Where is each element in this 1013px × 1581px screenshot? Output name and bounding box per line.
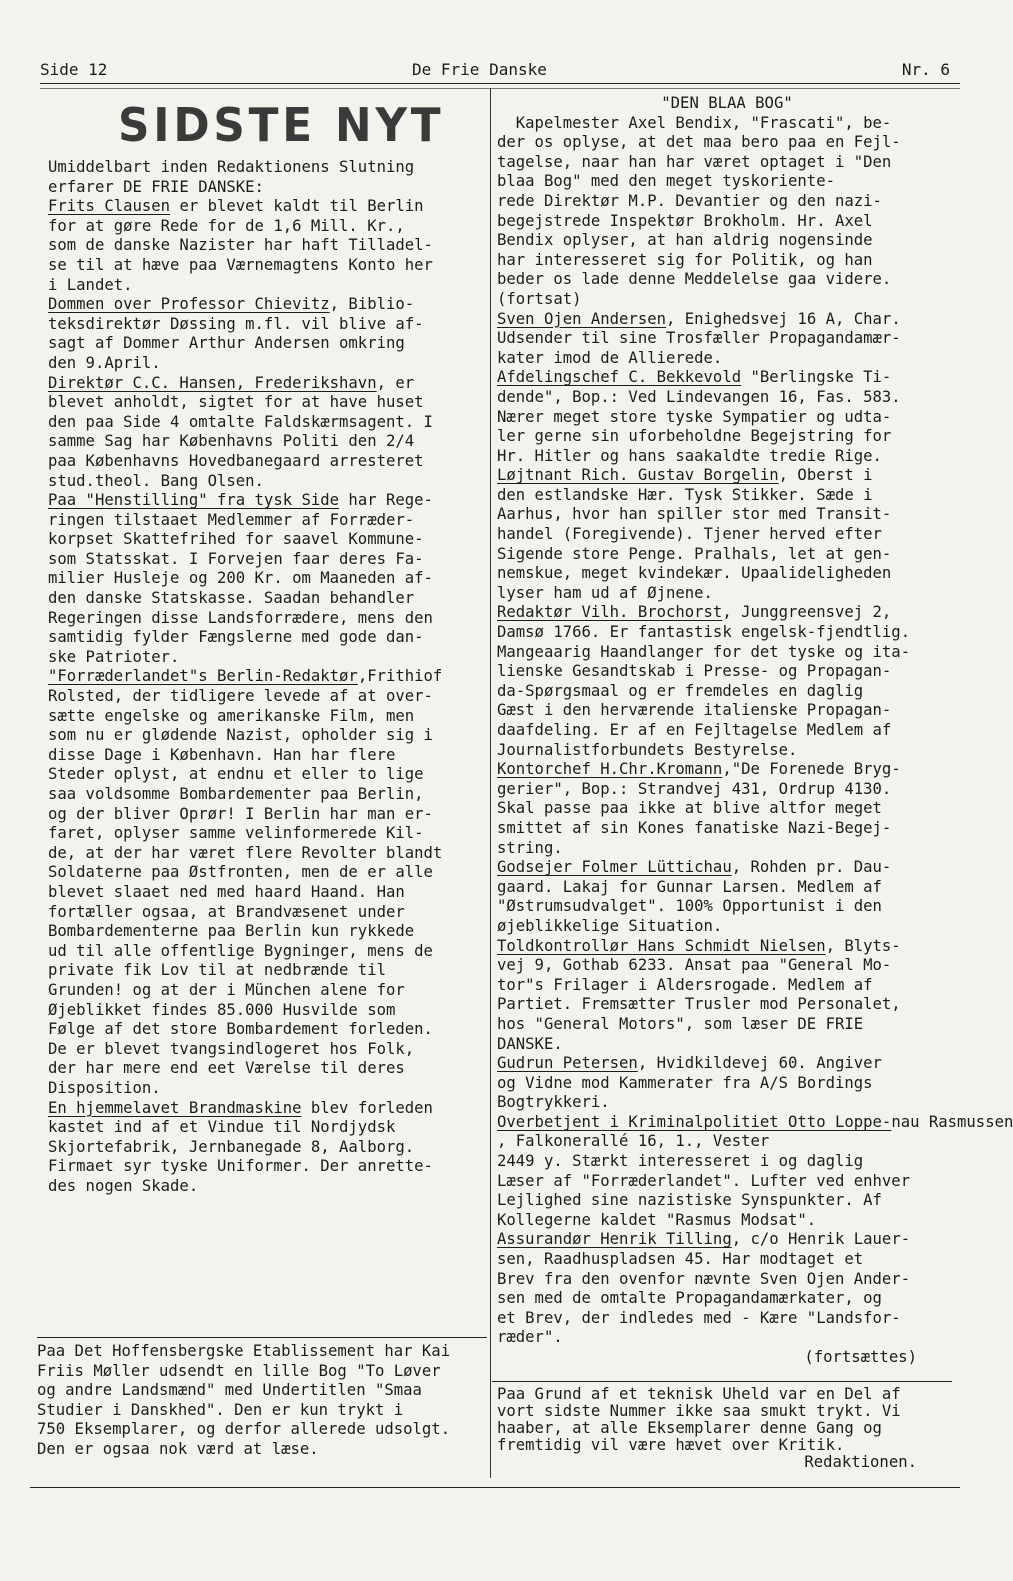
line-text: Paa Grund af et teknisk Uheld var en Del af <box>497 1385 901 1403</box>
line-text: smittet af sin Kones fanatiske Nazi-Begej- <box>497 818 892 837</box>
line-text: sætte engelske og amerikanske Film, men <box>48 706 415 725</box>
entry-line <box>48 334 488 354</box>
line-text: et Brev, der indledes med - Kære "Landsfor- <box>497 1308 901 1327</box>
line-text: der har mere end eet Værelse til deres <box>48 1059 405 1078</box>
underlined-lead: Gudrun Petersen <box>497 1054 638 1073</box>
entry-first-line <box>497 937 957 957</box>
underlined-lead: Toldkontrollør Hans Schmidt Nielsen <box>497 936 826 955</box>
underlined-lead: Dommen over Professor Chievitz <box>48 295 330 314</box>
entry-line <box>48 648 488 668</box>
line-text: øjeblikkelige Situation. <box>497 916 723 935</box>
editor-signature: Redaktionen. <box>804 1453 917 1471</box>
line-text: som de danske Nazister har haft Tilladel- <box>48 236 433 255</box>
line-text: kastet ind af et Vindue til Nordjydsk <box>48 1118 396 1137</box>
line-text: Regeringen disse Landsforrædere, mens den <box>48 608 433 627</box>
line-text: lienske Gesandtskab i Presse- og Propagan- <box>497 662 892 681</box>
line-text: (fortsat) <box>497 289 582 308</box>
entry-line <box>497 505 957 525</box>
line-text: har interesseret sig for Politik, og han <box>497 250 873 269</box>
line-text: Partiet. Fremsætter Trusler mod Personalet, <box>497 995 901 1014</box>
line-text: som Statsskat. I Forvejen faar deres Fa- <box>48 549 424 568</box>
entry-line <box>48 1040 488 1060</box>
entry-line <box>48 530 488 550</box>
line-text: handel (Foregivende). Tjener herved efter <box>497 525 882 544</box>
notice-line <box>497 1386 957 1403</box>
entry-line <box>497 329 957 349</box>
issue-number: Nr. 6 <box>901 60 950 79</box>
line-text: de, at der har været flere Revolter blandt <box>48 843 443 862</box>
entry-line <box>48 805 488 825</box>
entry-line <box>497 701 957 721</box>
line-text: 750 Eksemplarer, og derfor allerede udsolgt. <box>37 1420 451 1439</box>
notice-line <box>497 1437 957 1454</box>
line-text: faret, oplyser samme velinformerede Kil- <box>48 824 424 843</box>
entry-line <box>497 427 957 447</box>
line-text: , Rohden pr. Dau- <box>731 858 892 877</box>
bottom-left-box-rule <box>37 1337 487 1338</box>
column-divider <box>490 88 491 1478</box>
entry-line <box>48 1020 488 1040</box>
line-text: disse Dage i København. Han har flere <box>48 745 396 764</box>
notice-line <box>497 1420 957 1437</box>
entry-line <box>48 569 488 589</box>
bottom-right-box-rule <box>492 1381 952 1382</box>
line-text: , c/o Henrik Lauer- <box>731 1230 911 1249</box>
line-text: Journalistforbundets Bestyrelse. <box>497 740 798 759</box>
line-text: 2449 y. Stærkt interesseret i og daglig <box>497 1152 864 1171</box>
entry-line <box>497 897 957 917</box>
line-text: Paa Det Hoffensbergske Etablissement har Kai <box>37 1342 451 1360</box>
entry-line <box>497 741 957 761</box>
line-text: Kollegerne kaldet "Rasmus Modsat". <box>497 1210 817 1229</box>
entry-line <box>48 922 488 942</box>
line-text: og der bliver Oprør! I Berlin har man er- <box>48 804 433 823</box>
line-text: ler gerne sin uforbeholdne Begejstring for <box>497 427 892 446</box>
line-text: Rolsted, der tidligere levede af at over- <box>48 687 433 706</box>
entry-line <box>497 819 957 839</box>
line-text: tor"s Frilager i Aldersrogade. Medlem af <box>497 975 873 994</box>
line-text: , Oberst i <box>778 466 873 485</box>
entry-line <box>497 447 957 467</box>
line-text: da-Spørgsmaal og er fremdeles en daglig <box>497 681 864 700</box>
line-text: som nu er glødende Nazist, opholder sig i <box>48 726 433 745</box>
line-text: rede Direktør M.P. Devantier og den nazi- <box>497 191 882 210</box>
line-text: , Falkonerallé 16, 1., Vester <box>497 1132 770 1151</box>
line-text: string. <box>497 838 563 857</box>
line-text: , Blyts- <box>825 936 901 955</box>
entry-line <box>497 1035 957 1055</box>
line-text: haaber, at alle Eksemplarer denne Gang og <box>497 1419 882 1437</box>
underlined-lead: Frits Clausen <box>48 197 171 216</box>
line-text: beder os lade denne Meddelelse gaa videre. <box>497 270 892 289</box>
line-text: den 9.April. <box>48 353 161 372</box>
line-text: Friis Møller udsendt en lille Bog "To Løver <box>37 1361 441 1380</box>
entry-line <box>48 354 488 374</box>
entry-first-line <box>497 760 957 780</box>
line-text: , Enighedsvej 16 A, Char. <box>666 309 901 328</box>
entry-line <box>497 623 957 643</box>
line-text: korpset Skattefrihed for saavel Kommune- <box>48 530 424 549</box>
line-text: sen, Raadhuspladsen 45. Har modtaget et <box>497 1250 864 1269</box>
intro-line <box>497 251 957 271</box>
entry-line <box>497 1289 957 1309</box>
line-text: Aarhus, hvor han spiller stor med Transit- <box>497 505 892 524</box>
line-text: Udsender til sine Trosfæller Propagandamær- <box>497 329 901 348</box>
entry-line <box>48 178 488 198</box>
header-rule-thin <box>40 88 960 89</box>
intro-line <box>497 133 957 153</box>
entry-line <box>48 785 488 805</box>
continued-note <box>497 290 957 310</box>
line-text: Steder oplyst, at endnu et eller to lige <box>48 765 424 784</box>
line-text: , Junggreensvej 2, <box>722 603 892 622</box>
notice-line <box>37 1401 487 1421</box>
notice-line <box>37 1362 487 1382</box>
line-text: den estlandske Hær. Tysk Stikker. Sæde i <box>497 485 873 504</box>
entry-line <box>48 1001 488 1021</box>
entry-first-line <box>48 491 488 511</box>
intro-line <box>497 270 957 290</box>
underlined-lead: Godsejer Folmer Lüttichau <box>497 858 732 877</box>
entry-line <box>48 472 488 492</box>
line-text: og Vidne mod Kammerater fra A/S Bordings <box>497 1073 873 1092</box>
intro-line <box>497 153 957 173</box>
line-text: vej 9, Gothab 6233. Ansat paa "General Mo- <box>497 956 892 975</box>
underlined-lead: Overbetjent i Kriminalpolitiet Otto Loppe- <box>497 1112 892 1131</box>
entry-line <box>497 486 957 506</box>
line-text: ,Frithiof <box>357 667 443 686</box>
entry-line <box>48 276 488 296</box>
entry-first-line <box>48 1099 488 1119</box>
line-text: Sigende store Penge. Pralhals, let at gen- <box>497 544 892 563</box>
entry-line <box>48 1157 488 1177</box>
line-text: Brev fra den ovenfor nævnte Sven Ojen Ander- <box>497 1269 911 1288</box>
entry-line <box>497 878 957 898</box>
line-text: Studier i Danskhed". Den er kun trykt i <box>37 1400 404 1419</box>
entry-line <box>497 564 957 584</box>
left-column <box>48 158 488 1196</box>
entry-line <box>497 1309 957 1329</box>
entry-line <box>48 844 488 864</box>
line-text: Gæst i den herværende italienske Propagan- <box>497 701 892 720</box>
entry-first-line <box>497 466 957 486</box>
line-text: Øjeblikket findes 85.000 Husvilde som <box>48 1000 396 1019</box>
entry-line <box>48 236 488 256</box>
entry-line <box>48 1138 488 1158</box>
line-text: Følge af det store Bombardement forleden. <box>48 1020 433 1039</box>
entry-first-line <box>497 1230 957 1250</box>
line-text: daafdeling. Er af en Fejltagelse Medlem af <box>497 721 892 739</box>
entry-line <box>497 1211 957 1231</box>
line-text: ,"De Forenede Bryg- <box>722 760 901 779</box>
entry-line <box>48 942 488 962</box>
line-text: gerier", Bop.: Strandvej 431, Ordrup 4130. <box>497 779 892 798</box>
bottom-right-notice <box>497 1386 957 1471</box>
notice-line <box>37 1420 487 1440</box>
entry-line <box>48 217 488 237</box>
intro-line <box>497 192 957 212</box>
underlined-lead: Redaktør Vilh. Brochorst <box>497 603 723 622</box>
line-text: Den er ogsaa nok værd at læse. <box>37 1439 319 1458</box>
entry-line <box>48 903 488 923</box>
entry-line <box>48 1059 488 1079</box>
page-number: Side 12 <box>40 60 108 79</box>
entry-line <box>48 1177 488 1197</box>
section-title: "DEN BLAA BOG" <box>661 94 793 112</box>
entry-line <box>497 584 957 604</box>
line-text: , Biblio- <box>329 295 415 314</box>
line-text: Disposition. <box>48 1078 161 1097</box>
line-text: ringen tilstaaet Medlemmer af Forræder- <box>48 510 415 529</box>
notice-line <box>37 1440 487 1460</box>
line-text: Damsø 1766. Er fantastisk engelsk-fjendtlig. <box>497 623 911 642</box>
header-rule <box>40 83 960 84</box>
entry-line <box>497 408 957 428</box>
line-text: , Hvidkildevej 60. Angiver <box>637 1054 882 1073</box>
intro-line <box>497 231 957 251</box>
line-text: Skjortefabrik, Jernbanegade 8, Aalborg. <box>48 1137 415 1156</box>
line-text: der os oplyse, at det maa bero paa en Fejl- <box>497 133 901 152</box>
line-text: fremtidig vil være hævet over Kritik. <box>497 1436 845 1454</box>
entry-line <box>497 1328 957 1348</box>
line-text: samme Sag har Københavns Politi den 2/4 <box>48 432 415 451</box>
entry-line <box>497 388 957 408</box>
line-text: Bogtrykkeri. <box>497 1093 610 1112</box>
line-text: De er blevet tvangsindlogeret hos Folk, <box>48 1039 415 1058</box>
line-text: vort sidste Nummer ikke saa smukt trykt. Vi <box>497 1402 901 1420</box>
line-text: Skal passe paa ikke at blive altfor meget <box>497 799 882 818</box>
line-text: tagelse, naar han har været optaget i "Den <box>497 152 892 171</box>
entry-first-line <box>48 197 488 217</box>
entry-line <box>48 511 488 531</box>
entry-line <box>48 765 488 785</box>
line-text: hos "General Motors", som læser DE FRIE <box>497 1014 864 1033</box>
line-text: den paa Side 4 omtalte Faldskærmsagent. I <box>48 412 433 431</box>
line-text: erfarer DE FRIE DANSKE: <box>48 177 264 196</box>
entry-line <box>497 525 957 545</box>
line-text: sen med de omtalte Propagandamærkater, og <box>497 1289 882 1308</box>
entry-line <box>497 349 957 369</box>
line-text: DANSKE. <box>497 1034 563 1053</box>
line-text: Læser af "Forræderlandet". Lufter ved enhver <box>497 1171 911 1190</box>
line-text: Grunden! og at der i München alene for <box>48 980 405 999</box>
entry-first-line <box>497 310 957 330</box>
paper-name: De Frie Danske <box>412 60 547 79</box>
line-text: paa Københavns Hovedbanegaard arresteret <box>48 451 424 470</box>
entry-line <box>48 550 488 570</box>
entry-line <box>48 1079 488 1099</box>
line-text: den danske Statskasse. Saadan behandler <box>48 589 415 608</box>
entry-line <box>497 1132 957 1152</box>
entry-line <box>497 1270 957 1290</box>
intro-line <box>497 114 957 134</box>
intro-line <box>497 172 957 192</box>
entry-line <box>48 256 488 276</box>
entry-line <box>48 961 488 981</box>
entry-line <box>48 452 488 472</box>
line-text: Umiddelbart inden Redaktionens Slutning <box>48 158 415 176</box>
line-text: Soldaterne paa Østfronten, men de er alle <box>48 863 433 882</box>
notice-line <box>497 1403 957 1420</box>
bottom-left-notice <box>37 1342 487 1460</box>
line-text: kater imod de Allierede. <box>497 348 723 367</box>
line-text: lyser ham ud af Øjnene. <box>497 583 713 602</box>
entry-line <box>48 746 488 766</box>
entry-first-line <box>497 1112 1013 1133</box>
line-text: blev forleden <box>301 1098 433 1117</box>
underlined-lead: En hjemmelavet Brandmaskine <box>48 1098 302 1117</box>
line-text: ud til alle offentlige Bygninger, mens de <box>48 941 433 960</box>
entry-line <box>48 726 488 746</box>
entry-line <box>48 981 488 1001</box>
intro-line <box>497 212 957 232</box>
line-text: gaard. Lakaj for Gunnar Larsen. Medlem af <box>497 877 882 896</box>
line-text: teksdirektør Døssing m.fl. vil blive af- <box>48 314 424 333</box>
line-text: har Rege- <box>339 491 433 510</box>
line-text: nau Rasmussen <box>891 1112 1013 1131</box>
entry-line <box>497 799 957 819</box>
line-text: ske Patrioter. <box>48 647 180 666</box>
line-text: samtidig fylder Fængslerne med gode dan- <box>48 628 424 647</box>
underlined-lead: Direktør C.C. Hansen, Frederikshavn <box>48 373 377 392</box>
line-text: Firmaet syr tyske Uniformer. Der anrette- <box>48 1157 433 1176</box>
underlined-lead: "Forræderlandet"s Berlin-Redaktør <box>48 667 358 686</box>
entry-line <box>497 839 957 859</box>
line-text: er blevet kaldt til Berlin <box>170 197 424 216</box>
right-column <box>497 94 1013 1368</box>
line-text: private fik Lov til at nedbrænde til <box>48 961 386 980</box>
line-text: ræder". <box>497 1328 563 1347</box>
line-text: blevet anholdt, sigtet for at have huset <box>48 393 424 412</box>
entry-line <box>497 682 957 702</box>
entry-line <box>48 707 488 727</box>
to-be-continued: (fortsættes) <box>804 1348 917 1366</box>
entry-line <box>48 687 488 707</box>
line-text: , er <box>376 373 415 392</box>
entry-line <box>497 956 957 976</box>
masthead-title: SIDSTE NYT <box>118 98 445 152</box>
entry-line <box>48 609 488 629</box>
notice-line <box>37 1381 487 1401</box>
entry-line <box>48 1118 488 1138</box>
entry-first-line <box>497 603 957 623</box>
underlined-lead: Sven Ojen Andersen <box>497 309 666 328</box>
entry-line <box>48 432 488 452</box>
line-text: milier Husleje og 200 Kr. om Maaneden af- <box>48 569 433 588</box>
entry-first-line <box>497 368 957 388</box>
line-text: des nogen Skade. <box>48 1176 199 1195</box>
entry-line <box>497 995 957 1015</box>
line-text: i Landet. <box>48 275 133 294</box>
entry-line <box>48 863 488 883</box>
line-text: Bombardementerne paa Berlin kun rykkede <box>48 922 415 941</box>
line-text: Mangeaarig Haandlanger for det tyske og ita- <box>497 642 911 661</box>
line-text: stud.theol. Bang Olsen. <box>48 471 264 490</box>
entry-line <box>497 545 957 565</box>
entry-line <box>48 315 488 335</box>
line-text: Bendix oplyser, at han aldrig nogensinde <box>497 231 873 250</box>
entry-line <box>497 780 957 800</box>
entry-line <box>48 158 488 178</box>
line-text: dende", Bop.: Ved Lindevangen 16, Fas. 583. <box>497 387 901 406</box>
entry-line <box>497 1191 957 1211</box>
line-text: for at gøre Rede for de 1,6 Mill. Kr., <box>48 216 405 235</box>
underlined-lead: Paa "Henstilling" fra tysk Side <box>48 491 340 510</box>
line-text: Hr. Hitler og hans saakaldte tredie Rige. <box>497 446 882 465</box>
line-text: "Berlingske Ti- <box>741 368 892 387</box>
line-text: "Østrumsudvalget". 100% Opportunist i den <box>497 897 882 916</box>
entry-first-line <box>48 667 488 687</box>
entry-line <box>497 721 957 741</box>
entry-first-line <box>48 295 488 315</box>
entry-line <box>48 589 488 609</box>
entry-line <box>497 1074 957 1094</box>
entry-line <box>497 1172 957 1192</box>
entry-line <box>48 393 488 413</box>
entry-line <box>497 1015 957 1035</box>
line-text: Kapelmester Axel Bendix, "Frascati", be- <box>497 113 892 132</box>
line-text: Lejlighed sine nazistiske Synspunkter. Af <box>497 1191 882 1210</box>
line-text: nemskue, meget kvindekær. Upaalideligheden <box>497 564 892 583</box>
entry-first-line <box>48 374 488 394</box>
entry-line <box>497 1250 957 1270</box>
underlined-lead: Kontorchef H.Chr.Kromann <box>497 760 723 779</box>
entry-line <box>497 662 957 682</box>
line-text: saa voldsomme Bombardementer paa Berlin, <box>48 785 424 803</box>
line-text: begejstrede Inspektør Brokholm. Hr. Axel <box>497 211 873 230</box>
entry-line <box>48 883 488 903</box>
footer-rule <box>30 1487 960 1488</box>
line-text: blaa Bog" med den meget tyskoriente- <box>497 172 835 191</box>
line-text: blevet slaaet ned med haard Haand. Han <box>48 882 405 901</box>
line-text: fortæller ogsaa, at Brandvæsenet under <box>48 902 405 921</box>
underlined-lead: Løjtnant Rich. Gustav Borgelin <box>497 466 779 485</box>
line-text: og andre Landsmænd" med Undertitlen "Smaa <box>37 1381 422 1400</box>
notice-line <box>37 1342 487 1362</box>
entry-first-line <box>497 1054 957 1074</box>
entry-line <box>497 1093 957 1113</box>
entry-line <box>497 1152 957 1172</box>
entry-first-line <box>497 858 957 878</box>
entry-line <box>48 628 488 648</box>
underlined-lead: Assurandør Henrik Tilling <box>497 1230 732 1249</box>
entry-line <box>497 643 957 663</box>
line-text: Nærer meget store tyske Sympatier og udta- <box>497 407 892 426</box>
entry-line <box>48 413 488 433</box>
underlined-lead: Afdelingschef C. Bekkevold <box>497 368 742 387</box>
line-text: se til at hæve paa Værnemagtens Konto her <box>48 255 433 274</box>
entry-line <box>497 917 957 937</box>
entry-line <box>497 976 957 996</box>
entry-line <box>48 824 488 844</box>
line-text: sagt af Dommer Arthur Andersen omkring <box>48 334 405 353</box>
